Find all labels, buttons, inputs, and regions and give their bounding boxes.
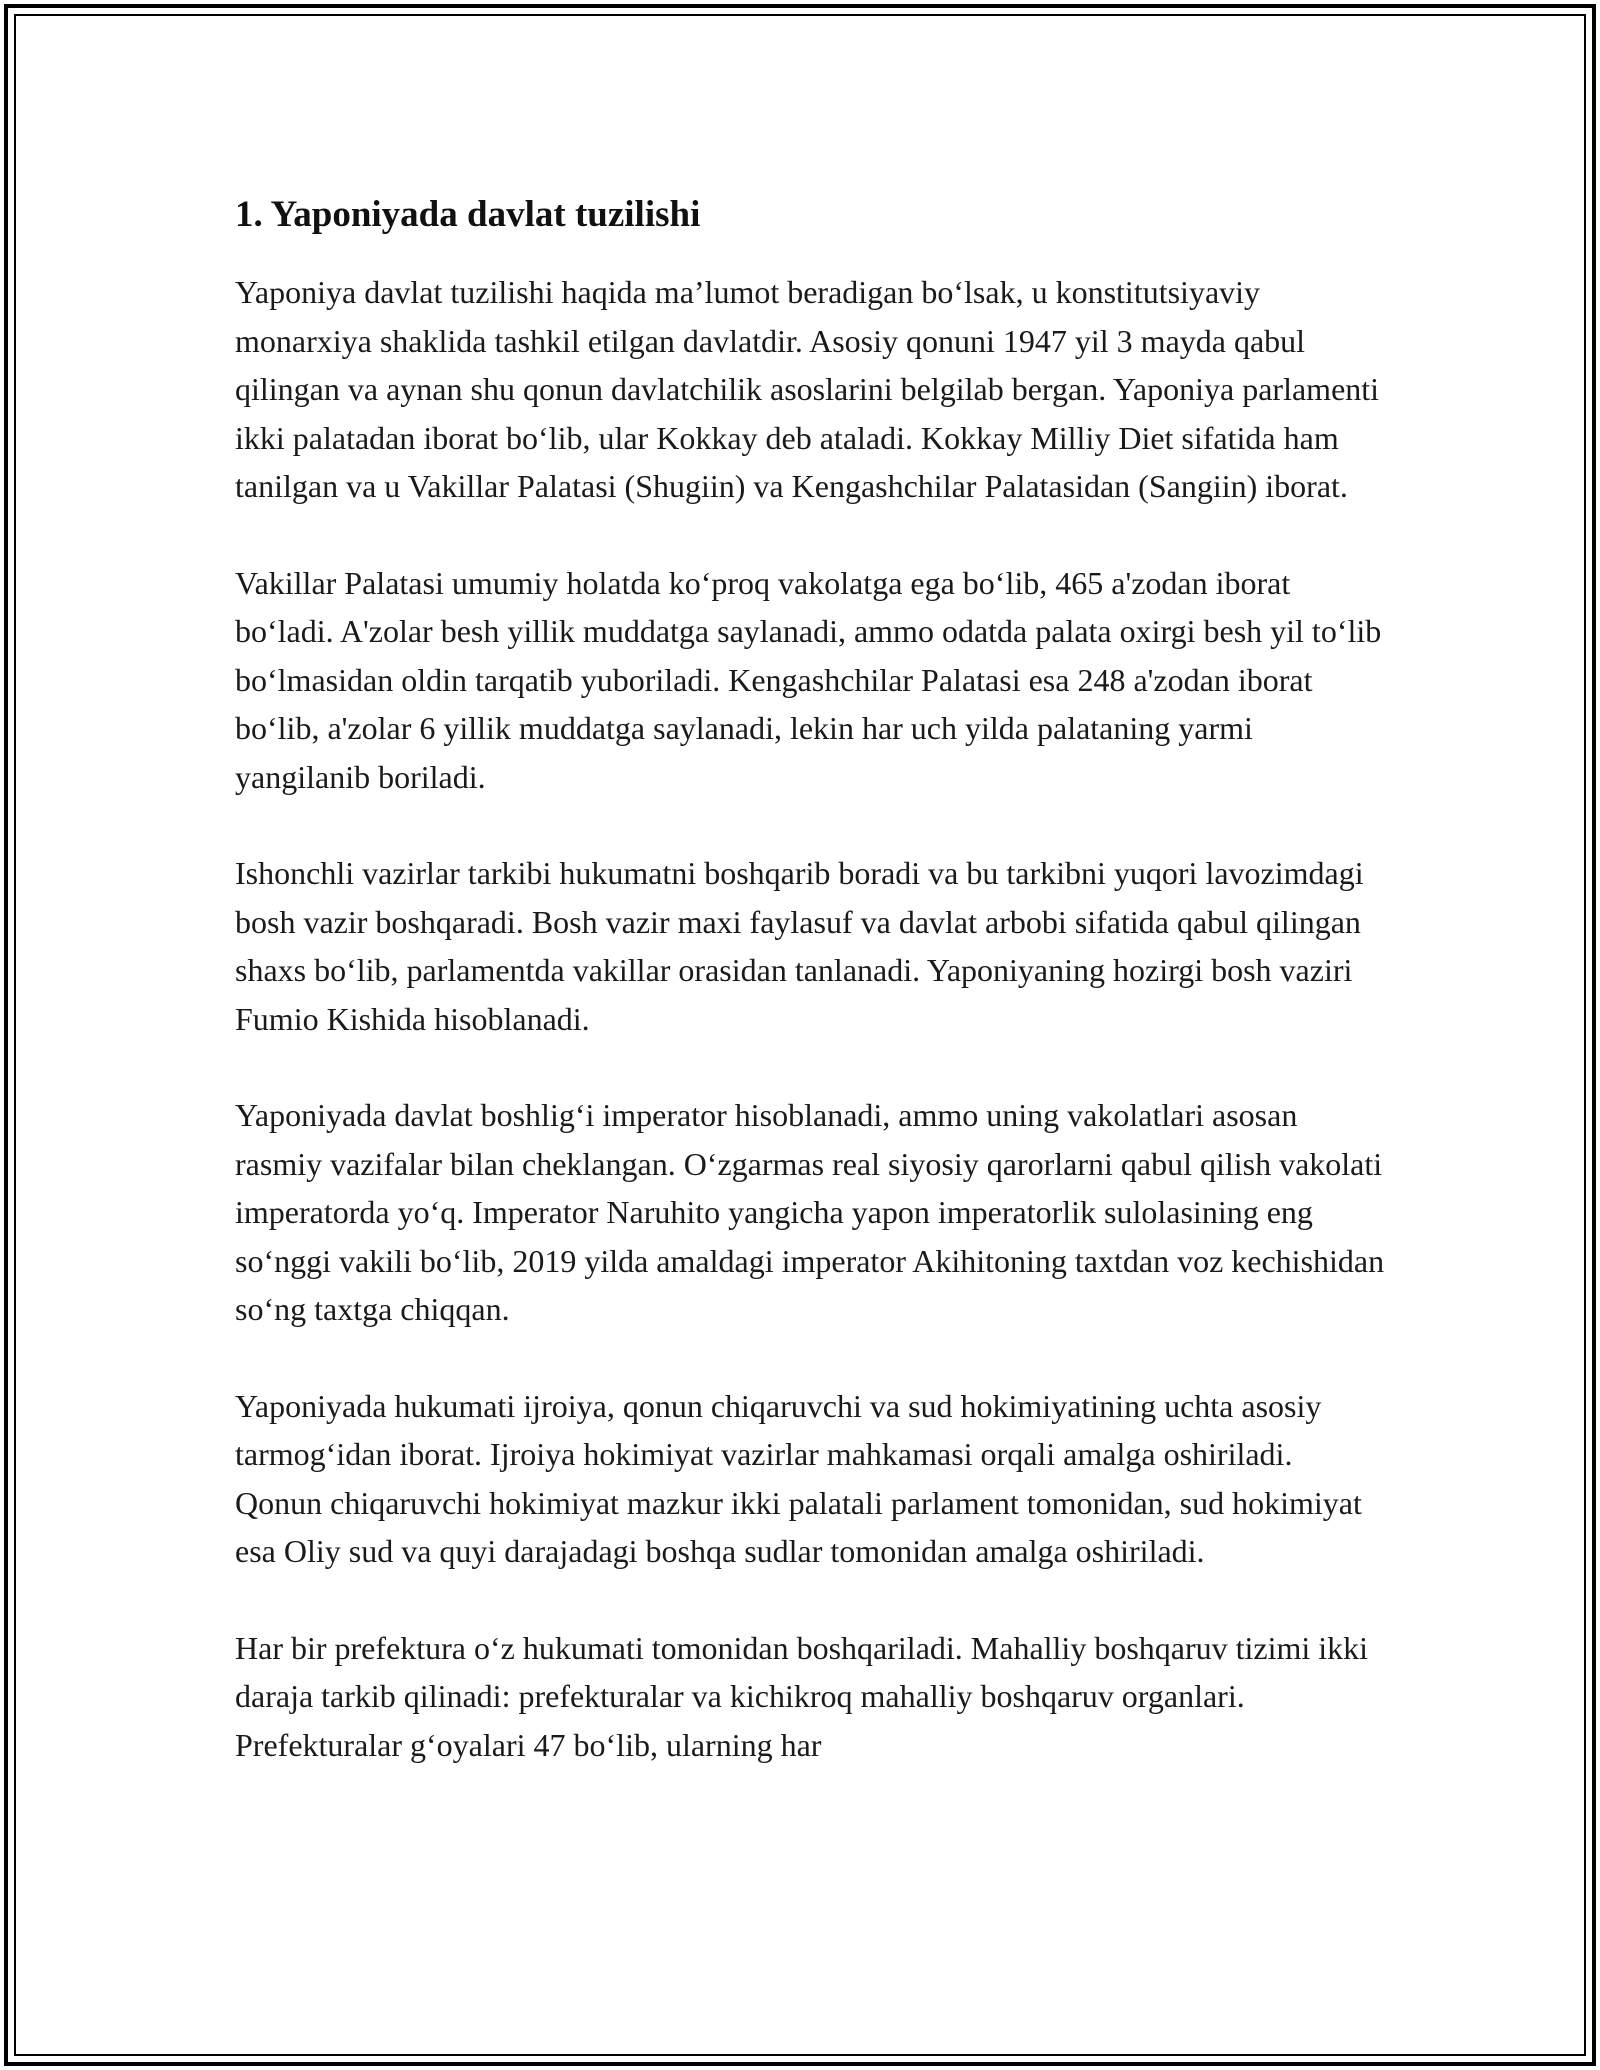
paragraph-1: Yaponiya davlat tuzilishi haqida ma’lumot beradigan bo‘lsak, u konstitutsiyaviy monarxiya shaklida tashkil etilgan davlatdir. Asosiy qonuni 1947 yil 3 mayda qabul qilingan va aynan shu qonun davlatchilik asoslarini belgilab bergan. Yaponiya parlamenti ikki palatadan iborat bo‘lib, ular Kokkay deb ataladi. Kokkay Milliy Diet sifatida ham tanilgan va u Vakillar Palatasi (Shugiin) va Kengashchilar Palatasidan (Sangiin) iborat.	[235, 274, 1380, 504]
paragraph-2: Vakillar Palatasi umumiy holatda ko‘proq vakolatga ega bo‘lib, 465 a'zodan iborat bo‘ladi. A'zolar besh yillik muddatga saylanadi, ammo odatda palata oxirgi besh yil to‘lib bo‘lmasidan oldin tarqatib yuboriladi. Kengashchilar Palatasi esa 248 a'zodan iborat bo‘lib, a'zolar 6 yillik muddatga saylanadi, lekin har uch yilda palataning yarmi yangilanib boriladi.	[235, 564, 1382, 795]
paragraph-3: Ishonchli vazirlar tarkibi hukumatni boshqarib boradi va bu tarkibni yuqori lavozimdagi bosh vazir boshqaradi. Bosh vazir maxi faylasuf va davlat arbobi sifatida qabul qilingan shaxs bo‘lib, parlamentda vakillar orasidan tanlanadi. Yaponiyaning hozirgi bosh vaziri Fumio Kishida hisoblanadi.	[235, 855, 1364, 1037]
section-heading: 1. Yaponiyada davlat tuzilishi	[235, 194, 701, 235]
paragraph-6: Har bir prefektura o‘z hukumati tomonidan boshqariladi. Mahalliy boshqaruv tizimi ikki daraja tarkib qilinadi: prefekturalar va kichikroq mahalliy boshqaruv organlari. Prefekturalar g‘oyalari 47 bo‘lib, ularning har	[235, 1629, 1369, 1763]
document-body	[235, 190, 1385, 1769]
paragraph-4: Yaponiyada davlat boshlig‘i imperator hisoblanadi, ammo uning vakolatlari asosan rasmiy vazifalar bilan cheklangan. O‘zgarmas real siyosiy qarorlarni qabul qilish vakolati imperatorda yo‘q. Imperator Naruhito yangicha yapon imperatorlik sulolasining eng so‘nggi vakili bo‘lib, 2019 yilda amaldagi imperator Akihitoning taxtdan voz kechishidan so‘ng taxtga chiqqan.	[235, 1097, 1385, 1327]
paragraph-5: Yaponiyada hukumati ijroiya, qonun chiqaruvchi va sud hokimiyatining uchta asosiy tarmog‘idan iborat. Ijroiya hokimiyat vazirlar mahkamasi orqali amalga oshiriladi. Qonun chiqaruvchi hokimiyat mazkur ikki palatali parlament tomonidan, sud hokimiyat esa Oliy sud va quyi darajadagi boshqa sudlar tomonidan amalga oshiriladi.	[235, 1387, 1362, 1569]
